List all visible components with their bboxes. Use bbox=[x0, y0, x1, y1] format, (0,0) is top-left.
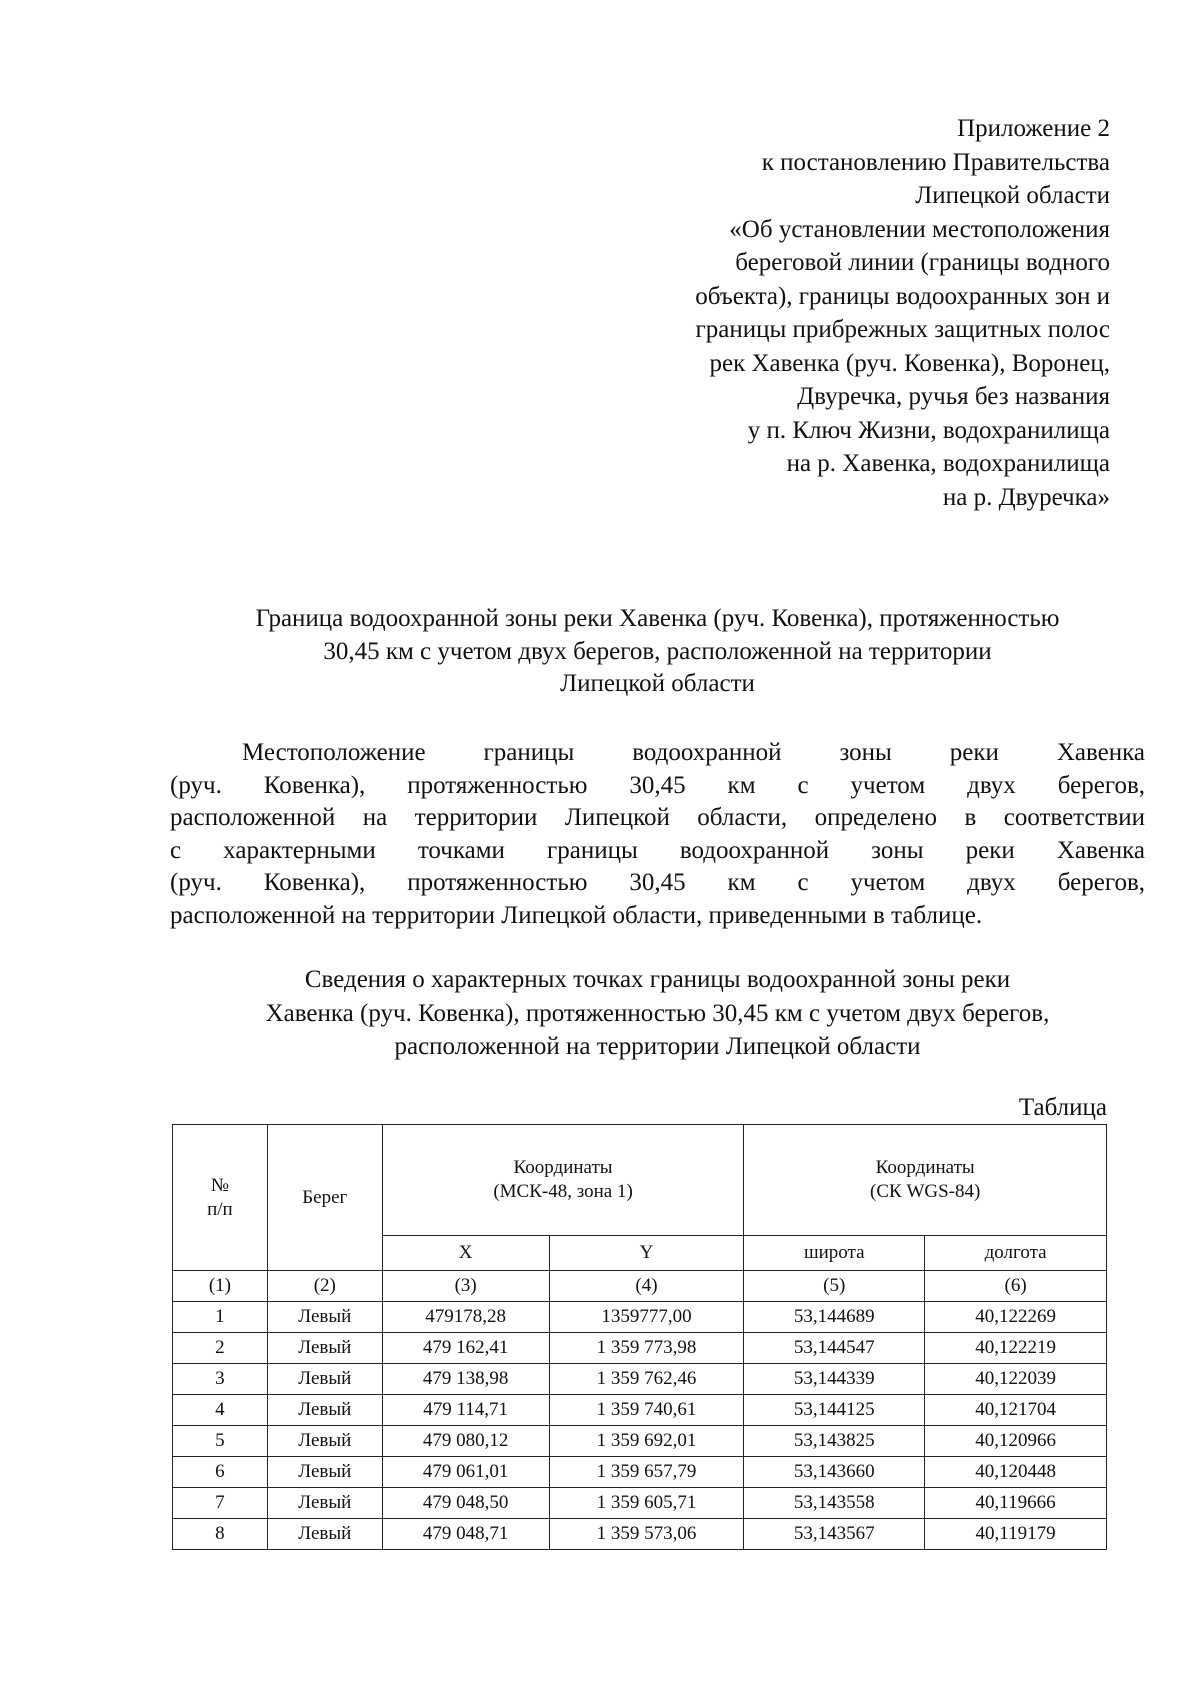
table-row bbox=[173, 1457, 1107, 1488]
column-number-cell: (2) bbox=[267, 1271, 382, 1302]
table-caption-line: Сведения о характерных точках границы водоохранной зоны реки bbox=[304, 966, 1011, 993]
row-x: 479 162,41 bbox=[382, 1333, 549, 1364]
table-caption bbox=[170, 963, 1145, 1064]
body-line: Местоположение границы водоохранной зоны реки Хавенка bbox=[242, 739, 1145, 766]
row-bank: Левый bbox=[267, 1395, 382, 1426]
appendix-line: Двуречка, ручья без названия bbox=[797, 383, 1110, 410]
row-number: 6 bbox=[173, 1457, 268, 1488]
row-y: 1359777,00 bbox=[549, 1302, 744, 1333]
appendix-line: у п. Ключ Жизни, водохранилища bbox=[747, 416, 1110, 444]
header-cell-wgs-coordinates bbox=[744, 1125, 1107, 1236]
header-msk-system: (МСК-48, зона 1) bbox=[493, 1181, 633, 1202]
appendix-line: на р. Двуречка» bbox=[942, 483, 1110, 511]
boundary-title-line: Граница водоохранной зоны реки Хавенка (руч. Ковенка), протяженностью bbox=[255, 605, 1060, 632]
row-y: 1 359 657,79 bbox=[549, 1457, 744, 1488]
row-latitude: 53,144547 bbox=[744, 1333, 925, 1364]
column-number-cell: (1) bbox=[173, 1271, 268, 1302]
table-row bbox=[173, 1333, 1107, 1364]
row-latitude: 53,143567 bbox=[744, 1519, 925, 1550]
header-cell-longitude: долгота bbox=[925, 1236, 1107, 1271]
coordinates-table bbox=[172, 1124, 1107, 1550]
body-paragraph bbox=[170, 737, 1145, 932]
header-wgs-title: Координаты bbox=[875, 1157, 975, 1178]
row-number: 4 bbox=[173, 1395, 268, 1426]
table-caption-line: расположенной на территории Липецкой области bbox=[394, 1033, 921, 1060]
table-label: Таблица bbox=[1018, 1094, 1107, 1121]
column-number-cell: (4) bbox=[549, 1271, 744, 1302]
row-number: 2 bbox=[173, 1333, 268, 1364]
appendix-line: «Об установлении местоположения bbox=[729, 215, 1110, 243]
column-number-cell: (6) bbox=[925, 1271, 1107, 1302]
header-cell-bank: Берег bbox=[267, 1125, 382, 1271]
row-longitude: 40,122039 bbox=[925, 1364, 1107, 1395]
header-cell-msk-coordinates bbox=[382, 1125, 744, 1236]
header-cell-latitude: широта bbox=[744, 1236, 925, 1271]
row-x: 479 080,12 bbox=[382, 1426, 549, 1457]
boundary-title-line: Липецкой области bbox=[560, 670, 755, 697]
column-number-cell: (5) bbox=[744, 1271, 925, 1302]
row-number: 3 bbox=[173, 1364, 268, 1395]
row-longitude: 40,122219 bbox=[925, 1333, 1107, 1364]
row-number: 7 bbox=[173, 1488, 268, 1519]
row-x: 479 114,71 bbox=[382, 1395, 549, 1426]
table-caption-line: Хавенка (руч. Ковенка), протяженностью 30,45 км с учетом двух берегов, bbox=[265, 999, 1050, 1027]
column-number-cell: (3) bbox=[382, 1271, 549, 1302]
row-x: 479178,28 bbox=[382, 1302, 549, 1333]
table-row bbox=[173, 1364, 1107, 1395]
row-x: 479 048,50 bbox=[382, 1488, 549, 1519]
header-number-symbol: № bbox=[210, 1174, 229, 1196]
appendix-line: объекта), границы водоохранных зон и bbox=[695, 282, 1110, 310]
table-header-row bbox=[173, 1125, 1107, 1236]
appendix-line: Приложение 2 bbox=[957, 115, 1110, 142]
row-bank: Левый bbox=[267, 1302, 382, 1333]
body-line: с характерными точками границы водоохранной зоны реки Хавенка bbox=[170, 836, 1145, 864]
row-latitude: 53,143558 bbox=[744, 1488, 925, 1519]
header-wgs-system: (СК WGS-84) bbox=[870, 1181, 981, 1202]
table-row bbox=[173, 1426, 1107, 1457]
row-y: 1 359 740,61 bbox=[549, 1395, 744, 1426]
row-y: 1 359 762,46 bbox=[549, 1364, 744, 1395]
row-bank: Левый bbox=[267, 1519, 382, 1550]
row-latitude: 53,144339 bbox=[744, 1364, 925, 1395]
row-y: 1 359 605,71 bbox=[549, 1488, 744, 1519]
header-cell-number bbox=[173, 1125, 268, 1271]
row-x: 479 048,71 bbox=[382, 1519, 549, 1550]
row-longitude: 40,121704 bbox=[925, 1395, 1107, 1426]
header-number-abbr: п/п bbox=[207, 1198, 233, 1220]
column-number-row bbox=[173, 1271, 1107, 1302]
header-cell-x: X bbox=[382, 1236, 549, 1271]
row-x: 479 138,98 bbox=[382, 1364, 549, 1395]
row-latitude: 53,144125 bbox=[744, 1395, 925, 1426]
row-latitude: 53,143825 bbox=[744, 1426, 925, 1457]
appendix-header bbox=[695, 112, 1110, 514]
body-line: расположенной на территории Липецкой области, приведенными в таблице. bbox=[170, 901, 983, 929]
body-line: (руч. Ковенка), протяженностью 30,45 км с учетом двух берегов, bbox=[170, 771, 1145, 799]
row-latitude: 53,144689 bbox=[744, 1302, 925, 1333]
table-row bbox=[173, 1395, 1107, 1426]
row-longitude: 40,119666 bbox=[925, 1488, 1107, 1519]
appendix-line: береговой линии (границы водного bbox=[735, 249, 1110, 276]
row-number: 1 bbox=[173, 1302, 268, 1333]
row-longitude: 40,122269 bbox=[925, 1302, 1107, 1333]
appendix-line: к постановлению Правительства bbox=[761, 148, 1110, 176]
boundary-title-line: 30,45 км с учетом двух берегов, расположенной на территории bbox=[323, 637, 992, 665]
row-bank: Левый bbox=[267, 1426, 382, 1457]
table-row bbox=[173, 1488, 1107, 1519]
row-longitude: 40,119179 bbox=[925, 1519, 1107, 1550]
row-number: 5 bbox=[173, 1426, 268, 1457]
appendix-line: границы прибрежных защитных полос bbox=[695, 316, 1110, 343]
table-row bbox=[173, 1519, 1107, 1550]
row-longitude: 40,120448 bbox=[925, 1457, 1107, 1488]
appendix-line: на р. Хавенка, водохранилища bbox=[786, 450, 1110, 477]
table-row bbox=[173, 1302, 1107, 1333]
row-y: 1 359 773,98 bbox=[549, 1333, 744, 1364]
row-latitude: 53,143660 bbox=[744, 1457, 925, 1488]
row-bank: Левый bbox=[267, 1364, 382, 1395]
row-number: 8 bbox=[173, 1519, 268, 1550]
header-cell-y: Y bbox=[549, 1236, 744, 1271]
body-line: (руч. Ковенка), протяженностью 30,45 км с учетом двух берегов, bbox=[170, 869, 1145, 896]
row-y: 1 359 573,06 bbox=[549, 1519, 744, 1550]
appendix-line: рек Хавенка (руч. Ковенка), Воронец, bbox=[709, 349, 1110, 377]
row-bank: Левый bbox=[267, 1333, 382, 1364]
boundary-title bbox=[170, 603, 1145, 701]
row-bank: Левый bbox=[267, 1457, 382, 1488]
row-y: 1 359 692,01 bbox=[549, 1426, 744, 1457]
header-msk-title: Координаты bbox=[513, 1157, 613, 1178]
row-bank: Левый bbox=[267, 1488, 382, 1519]
body-line: расположенной на территории Липецкой области, определено в соответствии bbox=[170, 804, 1145, 831]
row-x: 479 061,01 bbox=[382, 1457, 549, 1488]
row-longitude: 40,120966 bbox=[925, 1426, 1107, 1457]
appendix-line: Липецкой области bbox=[915, 182, 1110, 209]
